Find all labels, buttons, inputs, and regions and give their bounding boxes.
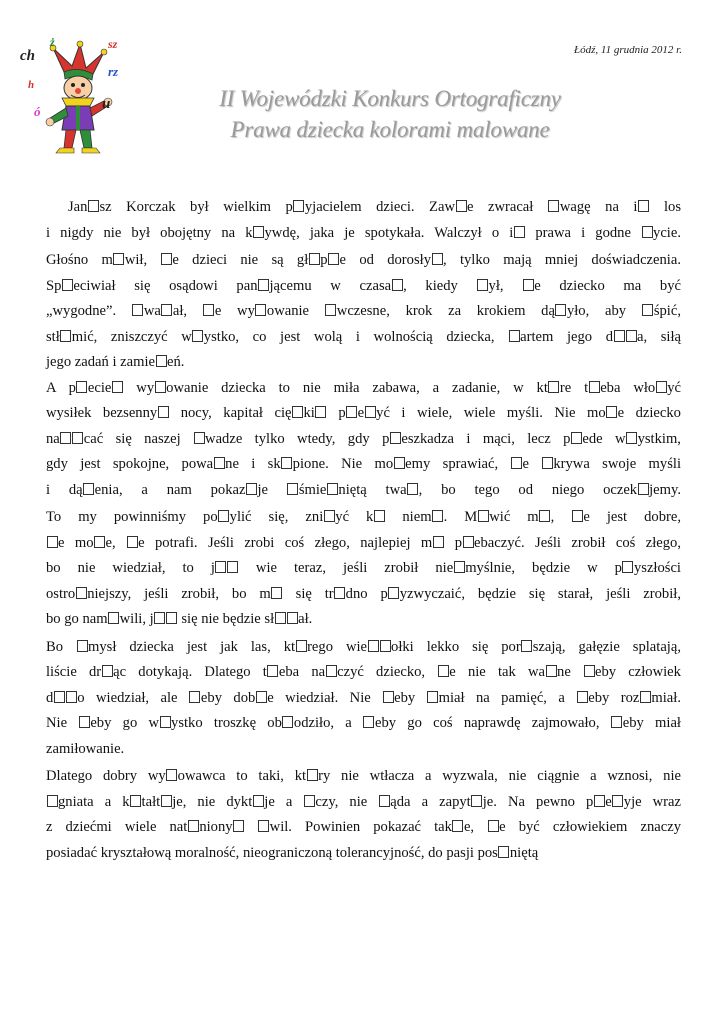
text-line: Jan sz Korczak był wielkim p yjacielem dzieci. Zaw e zwracał wagę na i los — [68, 199, 682, 215]
blank-letter-box[interactable] — [611, 716, 622, 728]
blank-letter-box[interactable] — [642, 226, 653, 238]
blank-letter-box[interactable] — [380, 640, 391, 652]
blank-letter-box[interactable] — [154, 612, 165, 624]
text-line: zamiłowanie. — [46, 740, 125, 757]
blank-letter-box[interactable] — [72, 432, 83, 444]
blank-letter-box[interactable] — [456, 200, 467, 212]
text-line: posiadać kryształową moralność, nieograniczoną tolerancyjność, do pasji pos niętą — [46, 844, 539, 861]
blank-letter-box[interactable] — [606, 406, 617, 418]
blank-letter-box[interactable] — [626, 330, 637, 342]
logo-letter-ch: ch — [20, 48, 35, 64]
text-line: wysiłek bezsenny nocy, kapitał cię ki p e yć i wiele, wiele myśli. Nie mo e dziecko — [46, 405, 681, 421]
blank-letter-box[interactable] — [218, 510, 229, 522]
blank-letter-box[interactable] — [328, 253, 339, 265]
blank-letter-box[interactable] — [394, 457, 405, 469]
blank-letter-box[interactable] — [253, 795, 264, 807]
blank-letter-box[interactable] — [383, 691, 394, 703]
blank-letter-box[interactable] — [282, 716, 293, 728]
blank-letter-box[interactable] — [130, 795, 141, 807]
blank-letter-box[interactable] — [488, 820, 499, 832]
blank-letter-box[interactable] — [509, 330, 520, 342]
blank-letter-box[interactable] — [315, 406, 326, 418]
blank-letter-box[interactable] — [76, 381, 87, 393]
blank-letter-box[interactable] — [102, 665, 113, 677]
blank-letter-box[interactable] — [267, 665, 278, 677]
blank-letter-box[interactable] — [287, 483, 298, 495]
blank-letter-box[interactable] — [571, 432, 582, 444]
blank-letter-box[interactable] — [227, 561, 238, 573]
blank-letter-box[interactable] — [304, 795, 315, 807]
blank-letter-box[interactable] — [392, 279, 403, 291]
blank-letter-box[interactable] — [638, 483, 649, 495]
blank-letter-box[interactable] — [432, 253, 443, 265]
blank-letter-box[interactable] — [427, 691, 438, 703]
blank-letter-box[interactable] — [471, 795, 482, 807]
blank-letter-box[interactable] — [327, 483, 338, 495]
text-line: A p ecie wy owanie dziecka to nie miła zabawa, a zadanie, w kt re t eba wło yć — [46, 379, 681, 396]
blank-letter-box[interactable] — [365, 406, 376, 418]
blank-letter-box[interactable] — [546, 665, 557, 677]
blank-letter-box[interactable] — [161, 795, 172, 807]
blank-letter-box[interactable] — [113, 253, 124, 265]
blank-letter-box[interactable] — [281, 457, 292, 469]
blank-letter-box[interactable] — [656, 381, 667, 393]
blank-letter-box[interactable] — [521, 640, 532, 652]
blank-letter-box[interactable] — [379, 795, 390, 807]
blank-letter-box[interactable] — [215, 561, 226, 573]
blank-letter-box[interactable] — [60, 432, 71, 444]
blank-letter-box[interactable] — [161, 304, 172, 316]
blank-letter-box[interactable] — [155, 381, 166, 393]
blank-letter-box[interactable] — [166, 769, 177, 781]
logo-letter-u: u — [102, 96, 111, 112]
blank-letter-box[interactable] — [88, 200, 99, 212]
blank-letter-box[interactable] — [388, 587, 399, 599]
text-line: gdy jest spokojne, powa ne i sk pione. Nie mo emy sprawiać, e krywa swoje myśli — [46, 456, 681, 472]
blank-letter-box[interactable] — [246, 483, 257, 495]
blank-letter-box[interactable] — [296, 640, 307, 652]
blank-letter-box[interactable] — [390, 432, 401, 444]
blank-letter-box[interactable] — [374, 510, 385, 522]
blank-letter-box[interactable] — [203, 304, 214, 316]
blank-letter-box[interactable] — [454, 561, 465, 573]
blank-letter-box[interactable] — [47, 795, 58, 807]
text-line: liście dr ąc dotykają. Dlatego t eba na czyć dziecko, e nie tak wa ne eby człowiek — [46, 664, 681, 680]
blank-letter-box[interactable] — [307, 769, 318, 781]
blank-letter-box[interactable] — [112, 381, 123, 393]
blank-letter-box[interactable] — [166, 612, 177, 624]
blank-letter-box[interactable] — [577, 691, 588, 703]
blank-letter-box[interactable] — [60, 330, 71, 342]
blank-letter-box[interactable] — [433, 536, 444, 548]
text-line: jego zadań i zamie eń. — [46, 354, 185, 370]
blank-letter-box[interactable] — [542, 457, 553, 469]
logo-letter-h: h — [28, 79, 35, 91]
blank-letter-box[interactable] — [54, 691, 65, 703]
contest-title: II Wojewódzki Konkurs Ortograficzny — [219, 86, 561, 111]
blank-letter-box[interactable] — [214, 457, 225, 469]
blank-letter-box[interactable] — [158, 406, 169, 418]
blank-letter-box[interactable] — [642, 304, 653, 316]
blank-letter-box[interactable] — [47, 536, 58, 548]
text-line: Nie eby go w ystko troszkę ob odziło, a eby go coś naprawdę zajmowało, eby miał — [46, 715, 681, 731]
blank-letter-box[interactable] — [614, 330, 625, 342]
blank-letter-box[interactable] — [584, 665, 595, 677]
blank-letter-box[interactable] — [66, 691, 77, 703]
text-line: i dą enia, a nam pokaz je śmie niętą twa , bo tego od niego oczek jemy. — [46, 481, 681, 498]
blank-letter-box[interactable] — [478, 510, 489, 522]
text-line: „wygodne”. wa ał, e wy owanie wczesne, krok za krokiem dą yło, aby śpić, — [46, 303, 681, 319]
blank-letter-box[interactable] — [292, 406, 303, 418]
blank-letter-box[interactable] — [452, 820, 463, 832]
text-line: na cać się naszej wadze tylko wtedy, gdy p eszkadza i mąci, lecz p ede w ystkim, — [46, 430, 681, 447]
blank-letter-box[interactable] — [589, 381, 600, 393]
blank-letter-box[interactable] — [324, 510, 335, 522]
blank-letter-box[interactable] — [161, 253, 172, 265]
blank-letter-box[interactable] — [233, 820, 244, 832]
blank-letter-box[interactable] — [326, 665, 337, 677]
blank-letter-box[interactable] — [407, 483, 418, 495]
blank-letter-box[interactable] — [293, 200, 304, 212]
text-line: ostro niejszy, jeśli zrobił, bo m się tr dno p yzwyczaić, będzie się starał, jeśli zrobił, — [46, 585, 681, 602]
blank-letter-box[interactable] — [83, 483, 94, 495]
blank-letter-box[interactable] — [334, 587, 345, 599]
blank-letter-box[interactable] — [511, 457, 522, 469]
blank-letter-box[interactable] — [368, 640, 379, 652]
blank-letter-box[interactable] — [258, 820, 269, 832]
blank-letter-box[interactable] — [287, 612, 298, 624]
blank-letter-box[interactable] — [363, 716, 374, 728]
text-line: d o wiedział, ale eby dob e wiedział. Nie eby miał na pamięć, a eby roz miał. — [46, 689, 681, 706]
blank-letter-box[interactable] — [160, 716, 171, 728]
text-line: e mo e, e potrafi. Jeśli zrobi coś złego, najlepiej m p ebaczyć. Jeśli zrobił coś złego, — [46, 531, 681, 557]
logo-letter-sz: sz — [108, 37, 118, 51]
blank-letter-box[interactable] — [463, 536, 474, 548]
blank-letter-box[interactable] — [127, 536, 138, 548]
blank-letter-box[interactable] — [572, 510, 583, 522]
blank-letter-box[interactable] — [612, 795, 623, 807]
blank-letter-box[interactable] — [94, 536, 105, 548]
blank-letter-box[interactable] — [640, 691, 651, 703]
dictation-text — [46, 195, 681, 866]
blank-letter-box[interactable] — [523, 279, 534, 291]
text-line: i nigdy nie był obojętny na k ywdę, jaka je spotykała. Walczył o i prawa i godne ycie. — [46, 224, 681, 241]
blank-letter-box[interactable] — [132, 304, 143, 316]
jester-logo — [20, 36, 132, 154]
blank-letter-box[interactable] — [253, 226, 264, 238]
blank-letter-box[interactable] — [309, 253, 320, 265]
text-line: z dziećmi wiele nat niony wil. Powinien pokazać tak e, e być człowiekiem znaczy — [46, 819, 681, 835]
blank-letter-box[interactable] — [638, 200, 649, 212]
text-line: Dlatego dobry wy owawca to taki, kt ry nie wtłacza a wyzwala, nie ciągnie a wznosi, nie — [46, 768, 681, 784]
blank-letter-box[interactable] — [594, 795, 605, 807]
contest-subtitle: Prawa dziecka kolorami malowane — [230, 117, 550, 142]
blank-letter-box[interactable] — [555, 304, 566, 316]
blank-letter-box[interactable] — [275, 612, 286, 624]
document-date: Łódź, 11 grudnia 2012 r. — [574, 44, 682, 56]
blank-letter-box[interactable] — [514, 226, 525, 238]
blank-letter-box[interactable] — [548, 200, 559, 212]
blank-letter-box[interactable] — [626, 432, 637, 444]
blank-letter-box[interactable] — [539, 510, 550, 522]
blank-letter-box[interactable] — [498, 846, 509, 858]
logo-letter-zh: ż — [50, 36, 55, 49]
logo-letter-rz: rz — [108, 64, 119, 79]
blank-letter-box[interactable] — [258, 279, 269, 291]
blank-letter-box[interactable] — [77, 640, 88, 652]
blank-letter-box[interactable] — [194, 432, 205, 444]
blank-letter-box[interactable] — [477, 279, 488, 291]
blank-letter-box[interactable] — [548, 381, 559, 393]
blank-letter-box[interactable] — [79, 716, 90, 728]
blank-letter-box[interactable] — [438, 665, 449, 677]
text-line: Głośno m wił, e dzieci nie są gł p e od dorosły , tylko mają mniej doświadczenia. — [46, 252, 681, 268]
blank-letter-box[interactable] — [62, 279, 73, 291]
text-line: To my powinniśmy po ylić się, zni yć k niem . M wić m , e jest dobre, — [46, 509, 681, 525]
text-line: Sp eciwiał się osądowi pan jącemu w czasa , kiedy ył, e dziecko ma być — [46, 277, 681, 294]
text-line: bo go nam wili, j się nie będzie sł ał. — [46, 611, 313, 627]
blank-letter-box[interactable] — [346, 406, 357, 418]
blank-letter-box[interactable] — [432, 510, 443, 522]
logo-letter-o: ó — [34, 104, 41, 119]
blank-letter-box[interactable] — [108, 612, 119, 624]
text-line: gniata a k tałt je, nie dykt je a czy, nie ąda a zapyt je. Na pewno p e yje wraz — [46, 790, 681, 816]
blank-letter-box[interactable] — [192, 330, 203, 342]
blank-letter-box[interactable] — [256, 691, 267, 703]
blank-letter-box[interactable] — [76, 587, 87, 599]
blank-letter-box[interactable] — [325, 304, 336, 316]
text-line: Bo mysł dziecka jest jak las, kt rego wie ołki lekko się por szają, gałęzie splatają, — [46, 638, 681, 655]
blank-letter-box[interactable] — [156, 355, 167, 367]
blank-letter-box[interactable] — [189, 691, 200, 703]
blank-letter-box[interactable] — [622, 561, 633, 573]
blank-letter-box[interactable] — [188, 820, 199, 832]
blank-letter-box[interactable] — [255, 304, 266, 316]
text-line: stł mić, zniszczyć w ystko, co jest wolą i wolnością dziecka, artem jego d a, siłą — [46, 328, 681, 345]
text-line: bo nie wiedział, to j wie teraz, jeśli zrobił nie myślnie, będzie w p yszłości — [46, 560, 681, 576]
blank-letter-box[interactable] — [271, 587, 282, 599]
